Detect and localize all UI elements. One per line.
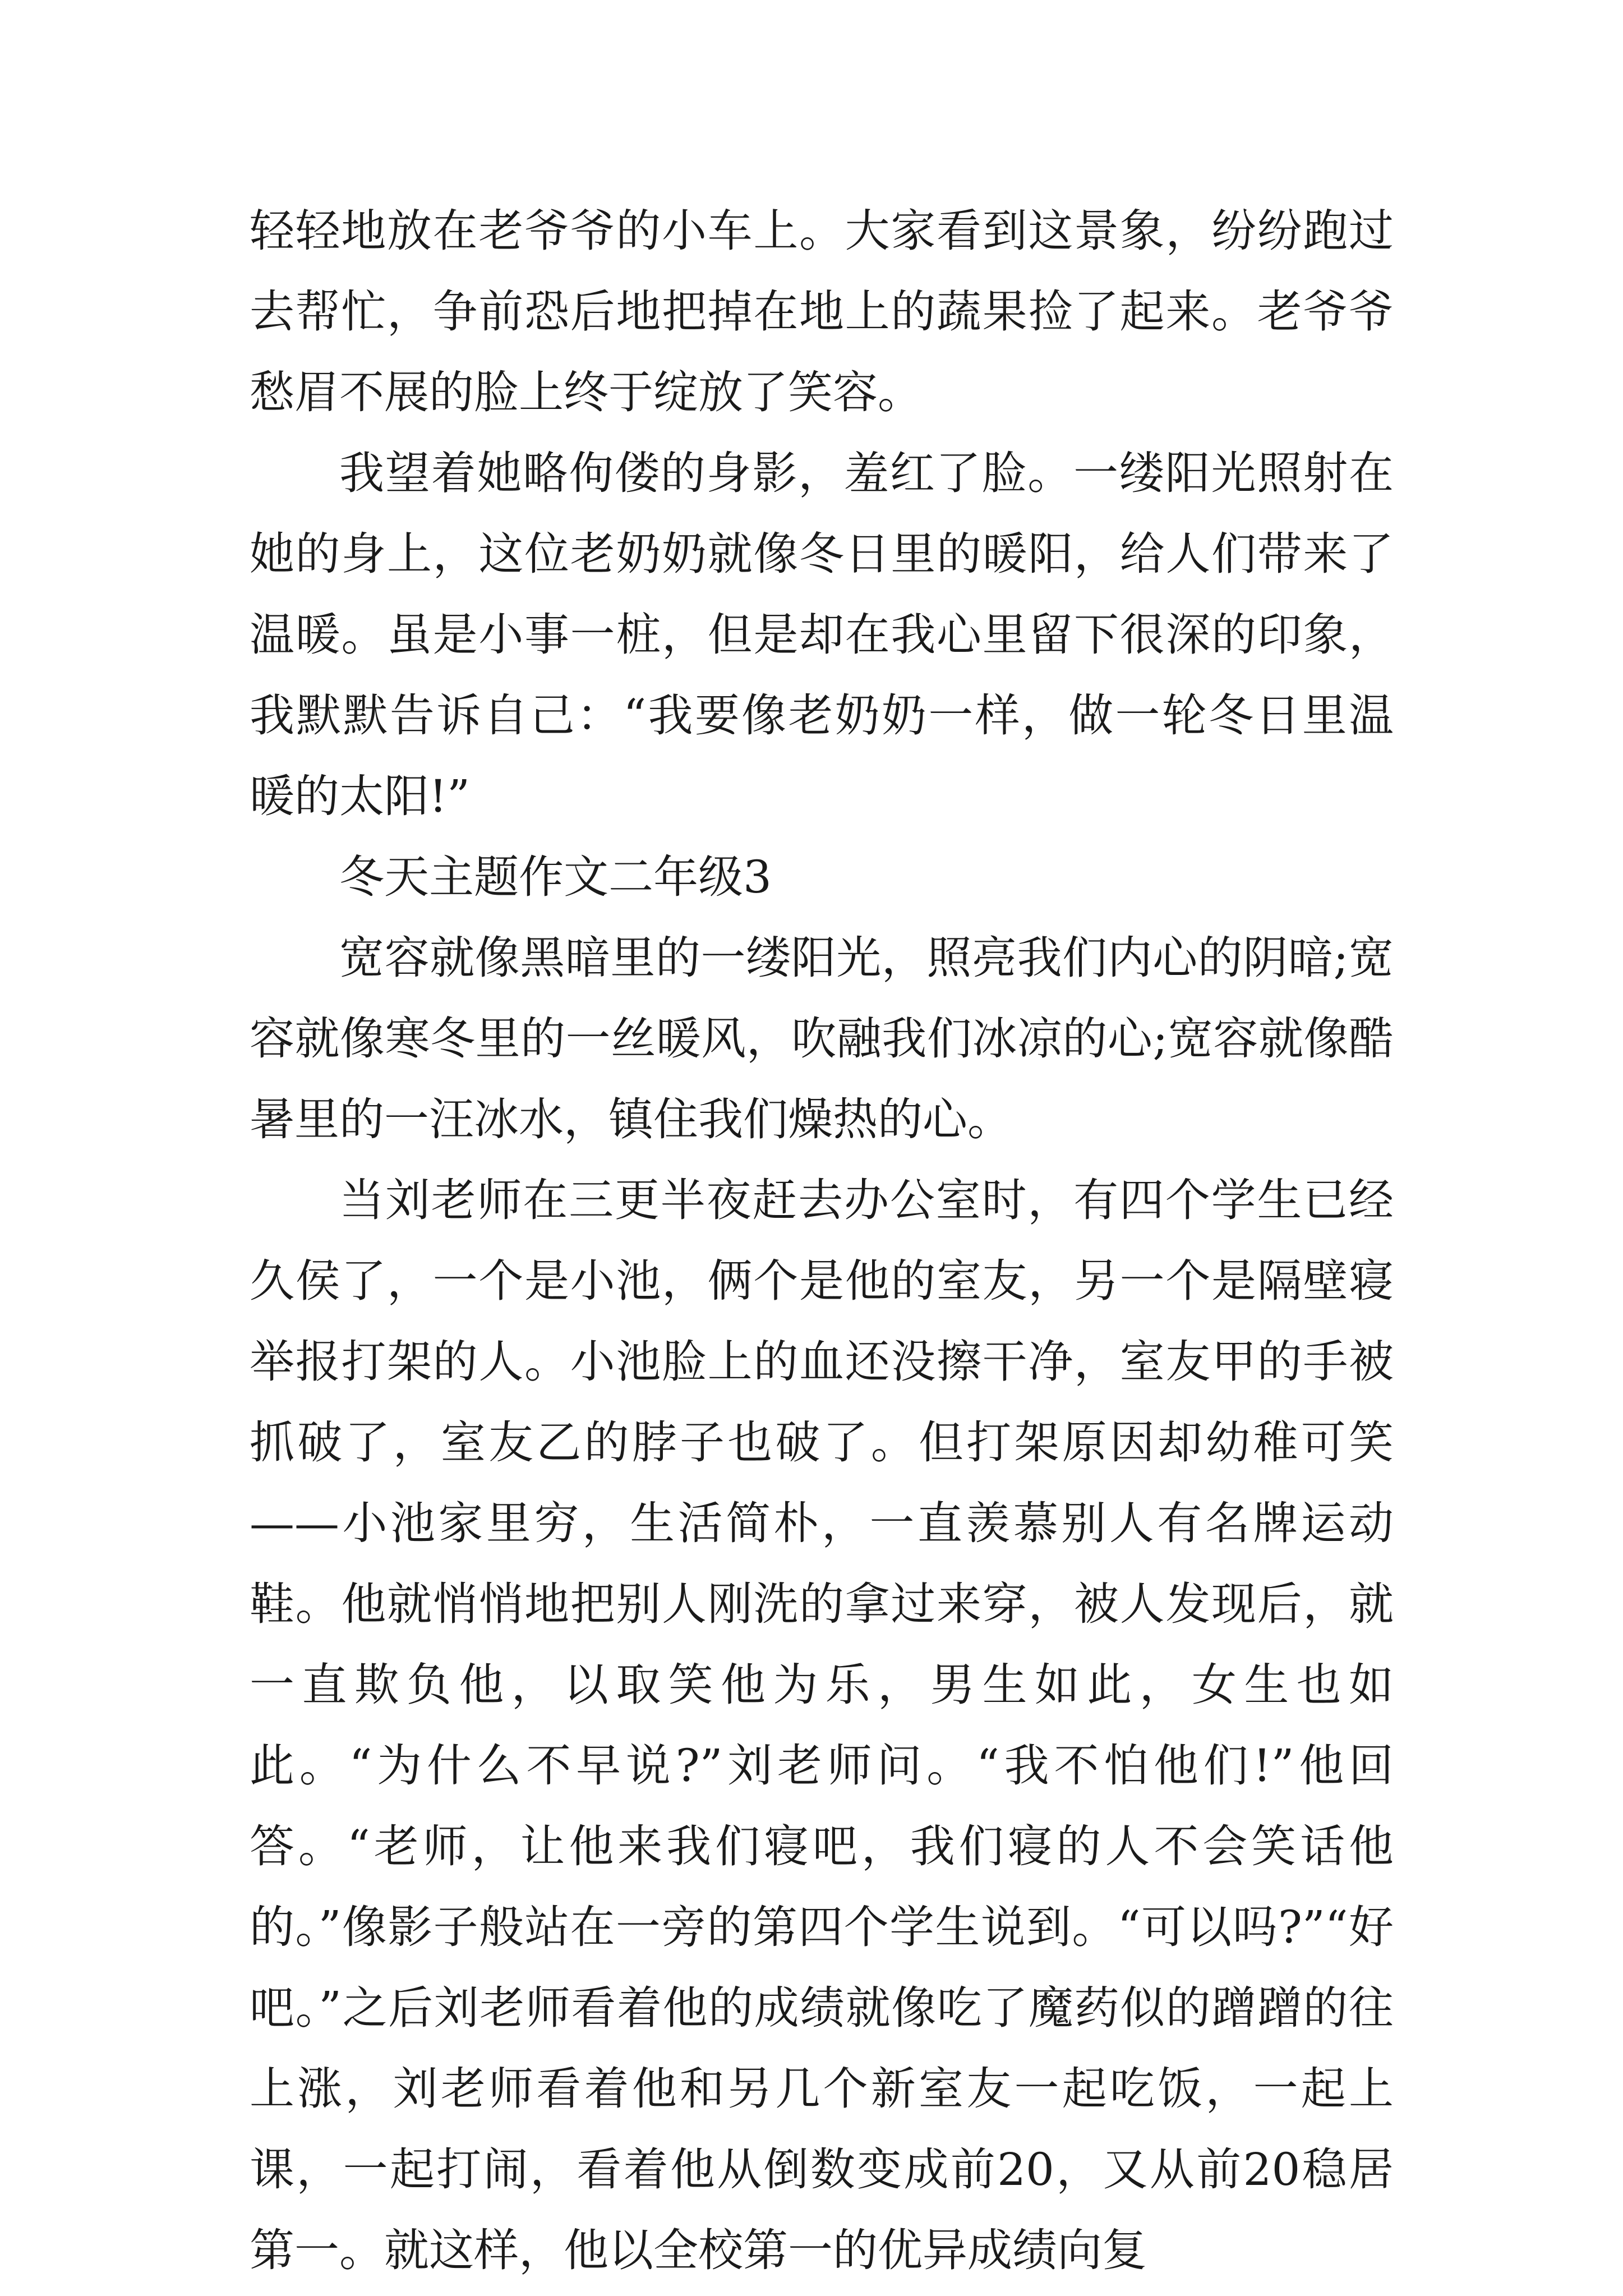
document-body [250, 191, 1394, 2291]
section-heading: 冬天主题作文二年级3 [339, 851, 772, 903]
paragraph: 我望着她略佝偻的身影，羞红了脸。一缕阳光照射在她的身上，这位老奶奶就像冬日里的暖阳，给人们带来了温暖。虽是小事一桩，但是却在我心里留下很深的印象，我默默告诉自己：“我要像老奶奶一样，做一轮冬日里温暖的太阳!” [250, 447, 1394, 822]
paragraph: 当刘老师在三更半夜赶去办公室时，有四个学生已经久侯了，一个是小池，俩个是他的室友，另一个是隔壁寝举报打架的人。小池脸上的血还没擦干净，室友甲的手被抓破了，室友乙的脖子也破了。但打架原因却幼稚可笑——小池家里穷，生活简朴，一直羡慕别人有名牌运动鞋。他就悄悄地把别人刚洗的拿过来穿，被人发现后，就一直欺负他，以取笑他为乐，男生如此，女生也如此。“为什么不早说?”刘老师问。“我不怕他们!”他回答。“老师，让他来我们寝吧，我们寝的人不会笑话他的。”像影子般站在一旁的第四个学生说到。“可以吗?”“好吧。”之后刘老师看着他的成绩就像吃了魔药似的蹭蹭的往上涨，刘老师看着他和另几个新室友一起吃饭，一起上课，一起打闹，看着他从倒数变成前20，又从前20稳居第一。就这样，他以全校第一的优异成绩向复 [250, 1174, 1394, 2276]
paragraph: 宽容就像黑暗里的一缕阳光，照亮我们内心的阴暗;宽容就像寒冬里的一丝暖风，吹融我们冰凉的心;宽容就像酷暑里的一汪冰水，镇住我们燥热的心。 [250, 932, 1394, 1145]
paragraph-continuation: 轻轻地放在老爷爷的小车上。大家看到这景象，纷纷跑过去帮忙，争前恐后地把掉在地上的蔬果捡了起来。老爷爷愁眉不展的脸上终于绽放了笑容。 [250, 205, 1394, 418]
